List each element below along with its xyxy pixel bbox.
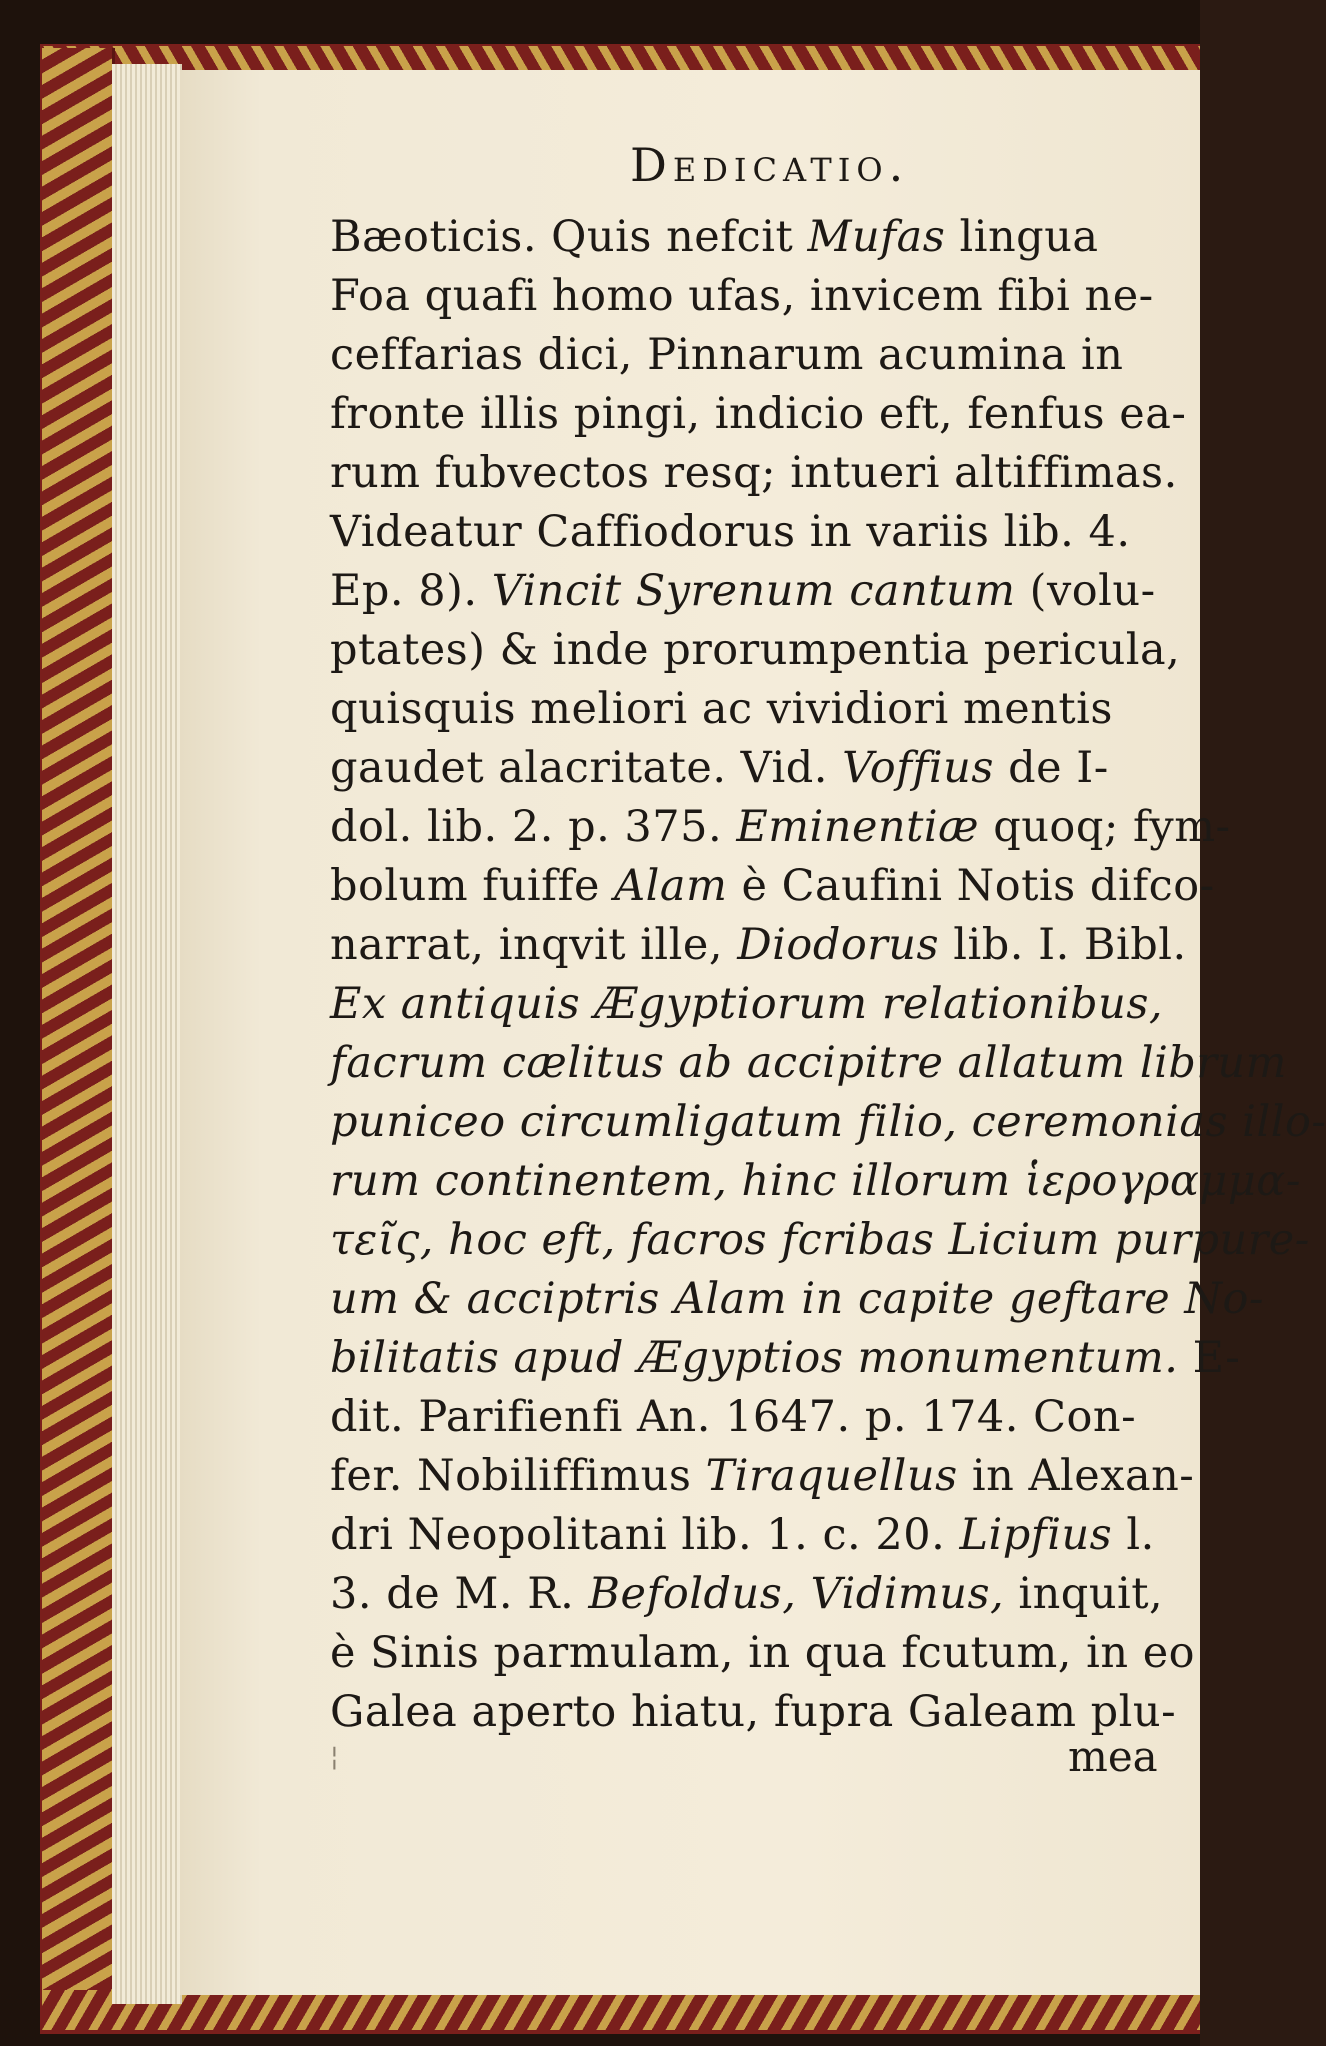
text-italic: Eminentiæ <box>736 802 980 852</box>
text-italic: bilitatis apud Ægyptios monumentum. <box>330 1333 1179 1383</box>
text-roman: lingua <box>945 212 1099 262</box>
text-italic: Voffius <box>842 743 994 793</box>
text-line <box>330 1628 1195 1678</box>
text-roman: quoq; fym- <box>979 802 1231 852</box>
text-roman: fronte illis pingi, indicio eft, fenfus ea- <box>330 389 1187 439</box>
text-line <box>330 920 1187 970</box>
text-italic: facrum cælitus ab accipitre allatum librum <box>330 1038 1287 1088</box>
text-roman: rum fubvectos resq; intueri altiffimas. <box>330 448 1178 498</box>
text-line <box>330 330 1123 380</box>
text-roman: Ep. 8). <box>330 566 492 616</box>
text-roman: dit. Parifienfi An. 1647. p. 174. Con- <box>330 1392 1137 1442</box>
text-roman: dol. lib. 2. p. 375. <box>330 802 737 852</box>
text-line <box>330 1569 1163 1619</box>
text-italic: Diodorus <box>737 920 940 970</box>
text-roman: 3. de M. R. <box>330 1569 589 1619</box>
text-roman: Galea aperto hiatu, fupra Galeam plu- <box>330 1687 1177 1737</box>
text-roman: quisquis meliori ac vividiori mentis <box>330 684 1113 734</box>
text-line <box>330 212 1099 262</box>
text-line <box>330 1038 1287 1088</box>
gilt-border-bottom <box>42 1990 1200 2030</box>
text-italic: Alam <box>614 861 728 911</box>
text-line <box>330 861 1215 911</box>
text-roman: E- <box>1178 1333 1241 1383</box>
text-line <box>330 802 1231 852</box>
text-roman: gaudet alacritate. Vid. <box>330 743 843 793</box>
text-roman: è Sinis parmulam, in qua fcutum, in eo <box>330 1628 1196 1678</box>
text-roman: l. <box>1112 1510 1155 1560</box>
text-roman: de I- <box>993 743 1109 793</box>
text-roman: Videatur Caffiodorus in variis lib. 4. <box>330 507 1131 557</box>
text-roman: fer. Nobiliffimus <box>330 1451 706 1501</box>
text-italic: Lipfius <box>959 1510 1113 1560</box>
text-line <box>330 507 1131 557</box>
text-line <box>330 1097 1326 1147</box>
text-line <box>330 1392 1136 1442</box>
text-roman: ptates) & inde prorumpentia pericula, <box>330 625 1181 675</box>
text-italic: um & acciptris Alam in capite geftare No- <box>330 1274 1264 1324</box>
text-italic: τεῖς, hoc eft, facros fcribas Licium purpure- <box>330 1215 1310 1265</box>
text-line <box>330 743 1109 793</box>
text-roman: è Caufini Notis difco- <box>727 861 1215 911</box>
text-line <box>330 1274 1264 1324</box>
text-roman: lib. I. Bibl. <box>939 920 1187 970</box>
text-italic: puniceo circumligatum filio, ceremonias illo- <box>330 1097 1326 1147</box>
text-line <box>330 566 1156 616</box>
text-roman: ceffarias dici, Pinnarum acumina in <box>330 330 1124 380</box>
text-italic: Vincit Syrenum cantum <box>491 566 1016 616</box>
text-roman: inquit, <box>1004 1569 1164 1619</box>
text-line <box>330 271 1154 321</box>
text-italic: Tiraquellus <box>705 1451 958 1501</box>
text-line <box>330 1156 1301 1206</box>
text-line <box>330 1687 1176 1737</box>
text-roman: (volu- <box>1015 566 1156 616</box>
text-roman: dri Neopolitani lib. 1. c. 20. <box>330 1510 960 1560</box>
text-line <box>330 389 1186 439</box>
text-roman: Foa quafi homo ufas, invicem fibi ne- <box>330 271 1154 321</box>
page-heading: Dedicatio. <box>630 138 910 192</box>
text-line <box>330 1451 1194 1501</box>
text-roman: bolum fuiffe <box>330 861 615 911</box>
text-line <box>330 1333 1240 1383</box>
gilt-border-left <box>42 48 115 2028</box>
text-line <box>330 1510 1155 1560</box>
text-italic: rum continentem, hinc illorum ἱερογραμμα- <box>330 1156 1301 1206</box>
text-italic: Ex antiquis Ægyptiorum relationibus, <box>330 979 1164 1029</box>
text-italic: Befoldus, Vidimus, <box>588 1569 1005 1619</box>
text-line <box>330 979 1163 1029</box>
text-line <box>330 684 1113 734</box>
catchword: mea <box>1068 1732 1158 1781</box>
text-line <box>330 625 1180 675</box>
text-roman: in Alexan- <box>957 1451 1195 1501</box>
text-line <box>330 448 1178 498</box>
text-roman: Bæoticis. Quis nefcit <box>330 212 808 262</box>
page-edges <box>112 64 182 2004</box>
text-line <box>330 1215 1310 1265</box>
text-italic: Mufas <box>807 212 946 262</box>
signature-mark: ¦ <box>330 1742 339 1772</box>
text-roman: narrat, inqvit ille, <box>330 920 738 970</box>
